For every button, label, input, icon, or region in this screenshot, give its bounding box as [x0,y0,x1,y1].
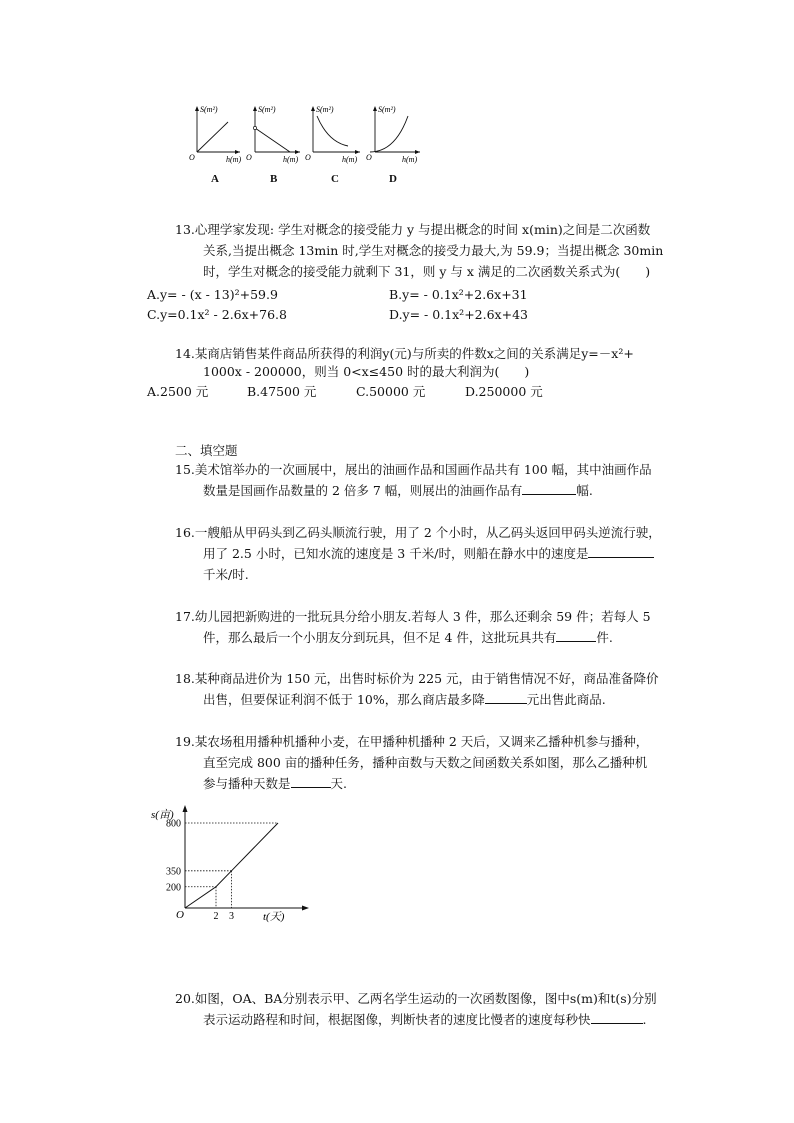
q14-option-b: B.47500 元 [247,384,317,399]
origin-label: O [176,909,184,921]
choice-label-a: A [211,173,219,185]
q14-line-2: 1000x - 200000，则当 0<x≤450 时的最大利润为( ) [203,364,530,379]
q16-line-1: 16.一艘船从甲码头到乙码头顺流行驶，用了 2 个小时，从乙码头返回甲码头逆流行驶， [175,525,661,540]
q14-option-c: C.50000 元 [356,384,426,399]
q12-choice-graphs [180,100,440,190]
y-tick-label-800: 800 [166,818,181,830]
q15-answer-blank[interactable] [522,482,576,495]
choice-label-c: C [331,173,339,185]
q20-line-2 [203,1011,647,1029]
q18-line-2 [203,691,606,709]
q20-answer-blank[interactable] [591,1011,643,1024]
q13-option-d: D.y= - 0.1x²+2.6x+43 [389,307,528,322]
q13-line-2: 关系,当提出概念 13min 时,学生对概念的接受力最大,为 59.9；当提出概念 30min [203,243,664,258]
q14-option-a: A.2500 元 [147,384,209,399]
q17-answer-blank[interactable] [556,629,596,642]
graph-c-ylabel: S(m²) [316,105,334,114]
q17-line-1: 17.幼儿园把新购进的一批玩具分给小朋友.若每人 3 件，那么还剩余 59 件；若每人 5 [175,609,651,624]
q13-option-c: C.y=0.1x² - 2.6x+76.8 [147,307,287,322]
q14-line-1: 14.某商店销售某件商品所获得的利润y(元)与所卖的件数x之间的关系满足y=－x²+ [175,346,634,361]
q19-line-1: 19.某农场租用播种机播种小麦，在甲播种机播种 2 天后，又调来乙播种机参与播种， [175,734,649,749]
q13-option-a: A.y= - (x - 13)²+59.9 [147,287,278,302]
y-axis-arrow [183,805,188,812]
q16-answer-blank[interactable] [588,545,654,558]
q15-line-2-text: 数量是国画作品数量的 2 倍多 7 幅，则展出的油画作品有 [203,483,523,498]
q16-line-3: 千米/时. [203,567,249,582]
q14-option-d: D.250000 元 [465,384,543,399]
q19-line-chart [145,800,320,930]
graph-a-origin: O [189,153,195,162]
x-tick-label-2: 2 [213,911,219,922]
graph-a-xlabel: h(m) [226,155,242,164]
q19-line-3-text: 参与播种天数是 [203,776,291,791]
graph-c-xlabel: h(m) [342,155,358,164]
x-tick-label-3: 3 [229,911,234,922]
q18-line-2-tail: 元出售此商品. [526,692,606,707]
choice-label-b: B [270,173,278,185]
q13-line-3: 时，学生对概念的接受能力就剩下 31，则 y 与 x 满足的二次函数关系式为( ) [203,264,651,279]
q13-option-b: B.y= - 0.1x²+2.6x+31 [389,287,528,302]
q20-line-2-tail: . [642,1012,647,1027]
graph-b-origin: O [246,153,252,162]
graph-a-ylabel: S(m²) [200,105,218,114]
q19-answer-blank[interactable] [291,775,331,788]
choice-label-d: D [389,173,397,185]
graph-d [366,105,420,164]
q17-line-2 [203,629,613,647]
graph-c [305,105,360,164]
graph-d-origin: O [366,153,372,162]
q18-line-1: 18.某种商品进价为 150 元，出售时标价为 225 元，由于销售情况不好，商品准备降价 [175,671,659,686]
q16-line-2 [203,545,654,563]
q18-answer-blank[interactable] [485,691,527,704]
q15-line-2-tail: 幅. [576,483,593,498]
graph-d-xlabel: h(m) [402,155,418,164]
q19-line-3 [203,775,347,793]
graph-b [246,105,300,164]
q20-line-1: 20.如图，OA、BA分别表示甲、乙两名学生运动的一次函数图像，图中s(m)和t(s)分别 [175,991,657,1006]
x-axis-arrow [302,906,309,911]
q17-line-2-text: 件，那么最后一个小朋友分到玩具，但不足 4 件，这批玩具共有 [203,630,557,645]
q16-line-2-text: 用了 2.5 小时，已知水流的速度是 3 千米/时，则船在静水中的速度是 [203,546,589,561]
q13-line-1: 13.心理学家发现: 学生对概念的接受能力 y 与提出概念的时间 x(min)之间是二次函数 [175,222,651,237]
graph-a [189,105,241,164]
x-axis-label: t(天) [263,911,285,923]
y-axis-label: s(亩) [151,809,174,821]
y-tick-label-200: 200 [166,882,181,894]
q18-line-2-text: 出售，但要保证利润不低于 10%，那么商店最多降 [203,692,485,707]
graph-b-xlabel: h(m) [283,155,299,164]
section-title: 二、填空题 [175,443,238,458]
q15-line-2 [203,482,593,500]
q19-line-2: 直至完成 800 亩的播种任务，播种亩数与天数之间函数关系如图，那么乙播种机 [203,755,648,770]
graph-c-origin: O [305,153,311,162]
q15-line-1: 15.美术馆举办的一次画展中，展出的油画作品和国画作品共有 100 幅，其中油画作品 [175,462,652,477]
q20-line-2-text: 表示运动路程和时间，根据图像，判断快者的速度比慢者的速度每秒快 [203,1012,591,1027]
graph-d-ylabel: S(m²) [378,105,396,114]
y-tick-label-350: 350 [166,866,181,878]
q17-line-2-tail: 件. [596,630,613,645]
q19-line-3-tail: 天. [330,776,347,791]
graph-b-ylabel: S(m²) [258,105,276,114]
